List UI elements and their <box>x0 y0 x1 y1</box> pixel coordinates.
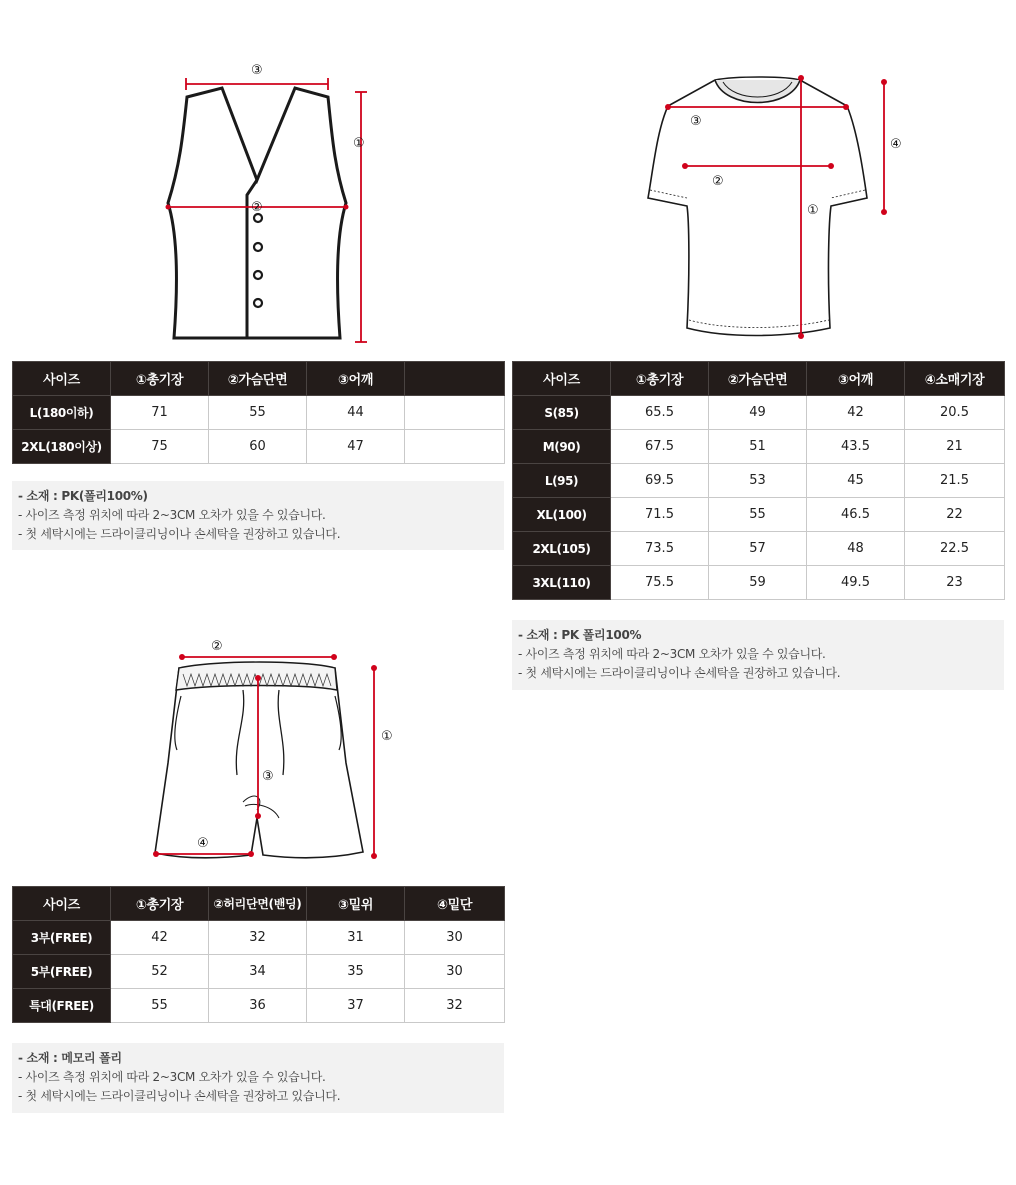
row-size-label: XL(100) <box>513 498 611 532</box>
table-cell: 52 <box>111 955 209 989</box>
table-cell: 21 <box>905 430 1005 464</box>
table-cell: 30 <box>405 921 505 955</box>
tshirt-size-table <box>512 361 1005 600</box>
table-cell: 31 <box>307 921 405 955</box>
header-hem: ④밑단 <box>405 887 505 921</box>
table-row <box>513 532 1005 566</box>
tshirt-marker-length: ① <box>807 203 819 218</box>
table-cell: 75 <box>111 430 209 464</box>
shorts-marker-length: ① <box>381 729 393 744</box>
vest-note-line: - 첫 세탁시에는 드라이클리닝이나 손세탁을 권장하고 있습니다. <box>18 527 341 541</box>
tshirt-marker-sleeve: ④ <box>890 137 902 152</box>
table-cell: 43.5 <box>807 430 905 464</box>
table-cell: 73.5 <box>611 532 709 566</box>
shorts-note-line: - 사이즈 측정 위치에 따라 2~3CM 오차가 있을 수 있습니다. <box>18 1070 326 1084</box>
header-sleeve: ④소매기장 <box>905 362 1005 396</box>
shorts-notes <box>12 1043 504 1113</box>
header-size: 사이즈 <box>13 362 111 396</box>
table-row <box>13 921 505 955</box>
table-cell: 71.5 <box>611 498 709 532</box>
header-waist: ②허리단면(밴딩) <box>209 887 307 921</box>
table-cell: 42 <box>807 396 905 430</box>
table-row <box>13 989 505 1023</box>
table-cell: 35 <box>307 955 405 989</box>
table-header-row <box>13 362 505 396</box>
table-cell: 75.5 <box>611 566 709 600</box>
header-empty <box>405 362 505 396</box>
header-chest: ②가슴단면 <box>709 362 807 396</box>
table-cell: 55 <box>209 396 307 430</box>
table-cell: 49 <box>709 396 807 430</box>
shorts-marker-hem: ④ <box>197 836 209 851</box>
table-cell: 53 <box>709 464 807 498</box>
table-row <box>13 430 505 464</box>
tshirt-material: - 소재 : PK 폴리100% <box>518 628 642 642</box>
tshirt-note-line: - 첫 세탁시에는 드라이클리닝이나 손세탁을 권장하고 있습니다. <box>518 666 841 680</box>
vest-marker-length: ① <box>353 136 365 151</box>
table-cell: 49.5 <box>807 566 905 600</box>
header-length: ①총기장 <box>111 887 209 921</box>
table-cell: 30 <box>405 955 505 989</box>
table-cell: 65.5 <box>611 396 709 430</box>
tshirt-note-line: - 사이즈 측정 위치에 따라 2~3CM 오차가 있을 수 있습니다. <box>518 647 826 661</box>
tshirt-marker-shoulder: ③ <box>690 114 702 129</box>
row-size-label: S(85) <box>513 396 611 430</box>
row-size-label: 특대(FREE) <box>13 989 111 1023</box>
vest-material: - 소재 : PK(폴리100%) <box>18 489 148 503</box>
table-cell: 32 <box>209 921 307 955</box>
row-size-label: L(95) <box>513 464 611 498</box>
table-cell: 59 <box>709 566 807 600</box>
row-size-label: 2XL(105) <box>513 532 611 566</box>
shorts-material: - 소재 : 메모리 폴리 <box>18 1051 122 1065</box>
table-cell: 55 <box>709 498 807 532</box>
table-cell <box>405 430 505 464</box>
table-row <box>513 566 1005 600</box>
row-size-label: 3XL(110) <box>513 566 611 600</box>
table-cell: 55 <box>111 989 209 1023</box>
table-row <box>13 396 505 430</box>
table-cell: 47 <box>307 430 405 464</box>
table-cell: 67.5 <box>611 430 709 464</box>
table-cell: 48 <box>807 532 905 566</box>
header-size: 사이즈 <box>513 362 611 396</box>
table-cell: 34 <box>209 955 307 989</box>
tshirt-illustration <box>635 70 915 345</box>
table-cell: 57 <box>709 532 807 566</box>
row-size-label: L(180이하) <box>13 396 111 430</box>
vest-note-line: - 사이즈 측정 위치에 따라 2~3CM 오차가 있을 수 있습니다. <box>18 508 326 522</box>
table-cell <box>405 396 505 430</box>
vest-illustration <box>150 55 380 350</box>
row-size-label: 2XL(180이상) <box>13 430 111 464</box>
table-header-row <box>13 887 505 921</box>
table-cell: 45 <box>807 464 905 498</box>
table-cell: 20.5 <box>905 396 1005 430</box>
header-length: ①총기장 <box>111 362 209 396</box>
shorts-marker-rise: ③ <box>262 769 274 784</box>
table-cell: 46.5 <box>807 498 905 532</box>
table-cell: 51 <box>709 430 807 464</box>
table-row <box>513 430 1005 464</box>
table-row <box>513 396 1005 430</box>
header-rise: ③밑위 <box>307 887 405 921</box>
shorts-size-table <box>12 886 505 1023</box>
vest-marker-shoulder: ③ <box>251 63 263 78</box>
table-cell: 71 <box>111 396 209 430</box>
table-row <box>513 464 1005 498</box>
table-cell: 36 <box>209 989 307 1023</box>
table-row <box>513 498 1005 532</box>
header-length: ①총기장 <box>611 362 709 396</box>
shorts-marker-waist: ② <box>211 639 223 654</box>
table-cell: 42 <box>111 921 209 955</box>
shorts-illustration <box>145 630 405 865</box>
row-size-label: 5부(FREE) <box>13 955 111 989</box>
vest-size-table <box>12 361 505 464</box>
table-cell: 21.5 <box>905 464 1005 498</box>
shorts-note-line: - 첫 세탁시에는 드라이클리닝이나 손세탁을 권장하고 있습니다. <box>18 1089 341 1103</box>
tshirt-marker-chest: ② <box>712 174 724 189</box>
row-size-label: 3부(FREE) <box>13 921 111 955</box>
table-cell: 44 <box>307 396 405 430</box>
header-shoulder: ③어깨 <box>807 362 905 396</box>
table-header-row <box>513 362 1005 396</box>
vest-notes <box>12 481 504 550</box>
tshirt-notes <box>512 620 1004 690</box>
vest-marker-chest: ② <box>251 200 263 215</box>
table-cell: 23 <box>905 566 1005 600</box>
header-shoulder: ③어깨 <box>307 362 405 396</box>
table-cell: 69.5 <box>611 464 709 498</box>
table-cell: 32 <box>405 989 505 1023</box>
header-chest: ②가슴단면 <box>209 362 307 396</box>
table-cell: 37 <box>307 989 405 1023</box>
table-row <box>13 955 505 989</box>
header-size: 사이즈 <box>13 887 111 921</box>
table-cell: 22.5 <box>905 532 1005 566</box>
table-cell: 22 <box>905 498 1005 532</box>
row-size-label: M(90) <box>513 430 611 464</box>
table-cell: 60 <box>209 430 307 464</box>
